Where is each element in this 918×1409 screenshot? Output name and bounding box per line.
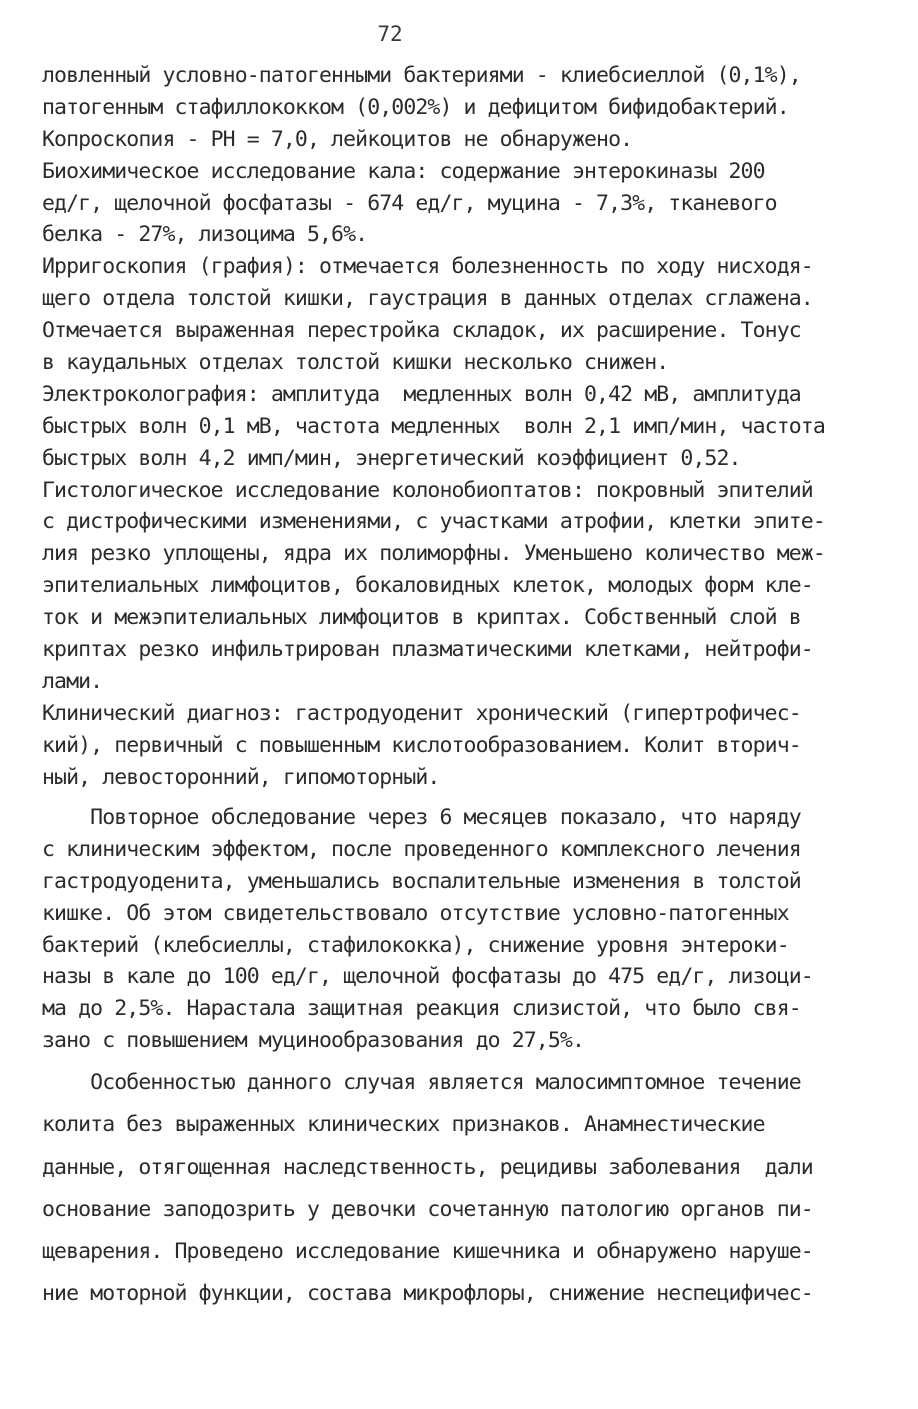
text-line: ед/г, щелочной фосфатазы - 674 ед/г, муцина - 7,3%, тканевого [42,190,777,216]
text-line: криптах резко инфильтрирован плазматическими клетками, нейтрофи- [42,637,813,663]
text-line: колита без выраженных клинических признаков. Анамнестические [42,1112,765,1138]
text-line: бактерий (клебсиеллы, стафилококка), снижение уровня энтероки- [42,932,789,958]
text-line: Электроколография: амплитуда медленных волн 0,42 мВ, амплитуда [42,381,801,407]
text-line: эпителиальных лимфоцитов, бокаловидных клеток, молодых форм кле- [42,573,813,599]
text-line: Клинический диагноз: гастродуоденит хронический (гипертрофичес- [42,700,801,726]
text-line: Особенностью данного случая является малосимптомное течение [42,1070,801,1095]
text-line: с клиническим эффектом, после проведенного комплексного лечения [42,836,801,862]
text-line: белка - 27%, лизоцима 5,6%. [42,222,368,248]
text-line: основание заподозрить у девочки сочетанную патологию органов пи- [42,1196,813,1222]
text-line: данные, отягощенная наследственность, рецидивы заболевания дали [42,1154,813,1180]
text-line: ние моторной функции, состава микрофлоры, снижение неспецифичес- [42,1281,813,1307]
paragraph-follow-up [42,802,892,1057]
text-line: назы в кале до 100 ед/г, щелочной фосфатазы до 475 ед/г, лизоци- [42,964,813,990]
text-line: с дистрофическими изменениями, с участками атрофии, клетки эпите- [42,509,825,535]
text-line: ловленный условно-патогенными бактериями - клиебсиеллой (0,1%), [42,63,801,88]
text-line: ма до 2,5%. Нарастала защитная реакция слизистой, что было свя- [42,996,801,1022]
text-line: ный, левосторонний, гипомоторный. [42,764,440,790]
text-line: в каудальных отделах толстой кишки несколько снижен. [42,350,669,376]
text-line: Отмечается выраженная перестройка складок, их расширение. Тонус [42,318,801,344]
text-line: лами. [42,668,103,694]
text-line: ток и межэпителиальных лимфоцитов в криптах. Собственный слой в [42,605,801,631]
text-line: быстрых волн 0,1 мВ, частота медленных волн 2,1 имп/мин, частота [42,413,825,439]
text-line: щеварения. Проведено исследование кишечника и обнаружено наруше- [42,1239,813,1265]
text-line: Ирригоскопия (графия): отмечается болезненность по ходу нисходя- [42,254,813,280]
text-line: патогенным стафиллококком (0,002%) и дефицитом бифидобактерий. [42,94,789,120]
text-line: Повторное обследование через 6 месяцев показало, что наряду [42,805,801,830]
text-line: кий), первичный с повышенным кислотообразованием. Колит вторич- [42,732,801,758]
text-line: щего отдела толстой кишки, гаустрация в данных отделах сглажена. [42,286,813,312]
text-line: Гистологическое исследование колонобиоптатов: покровный эпителий [42,477,813,503]
page-number: 72 [377,22,403,46]
text-line: зано с повышением муцинообразования до 27,5%. [42,1028,584,1054]
text-line: лия резко уплощены, ядра их полиморфны. Уменьшено количество меж- [42,541,825,567]
paragraph-case-findings [42,60,892,793]
text-line: Биохимическое исследование кала: содержание энтерокиназы 200 [42,158,765,184]
text-line: кишке. Об этом свидетельствовало отсутствие условно-патогенных [42,900,789,926]
text-line: быстрых волн 4,2 имп/мин, энергетический коэффициент 0,52. [42,445,741,471]
text-line: гастродуоденита, уменьшались воспалительные изменения в толстой [42,868,801,894]
text-line: Копроскопия - PH = 7,0, лейкоцитов не обнаружено. [42,126,633,152]
paragraph-case-features [42,1062,892,1316]
